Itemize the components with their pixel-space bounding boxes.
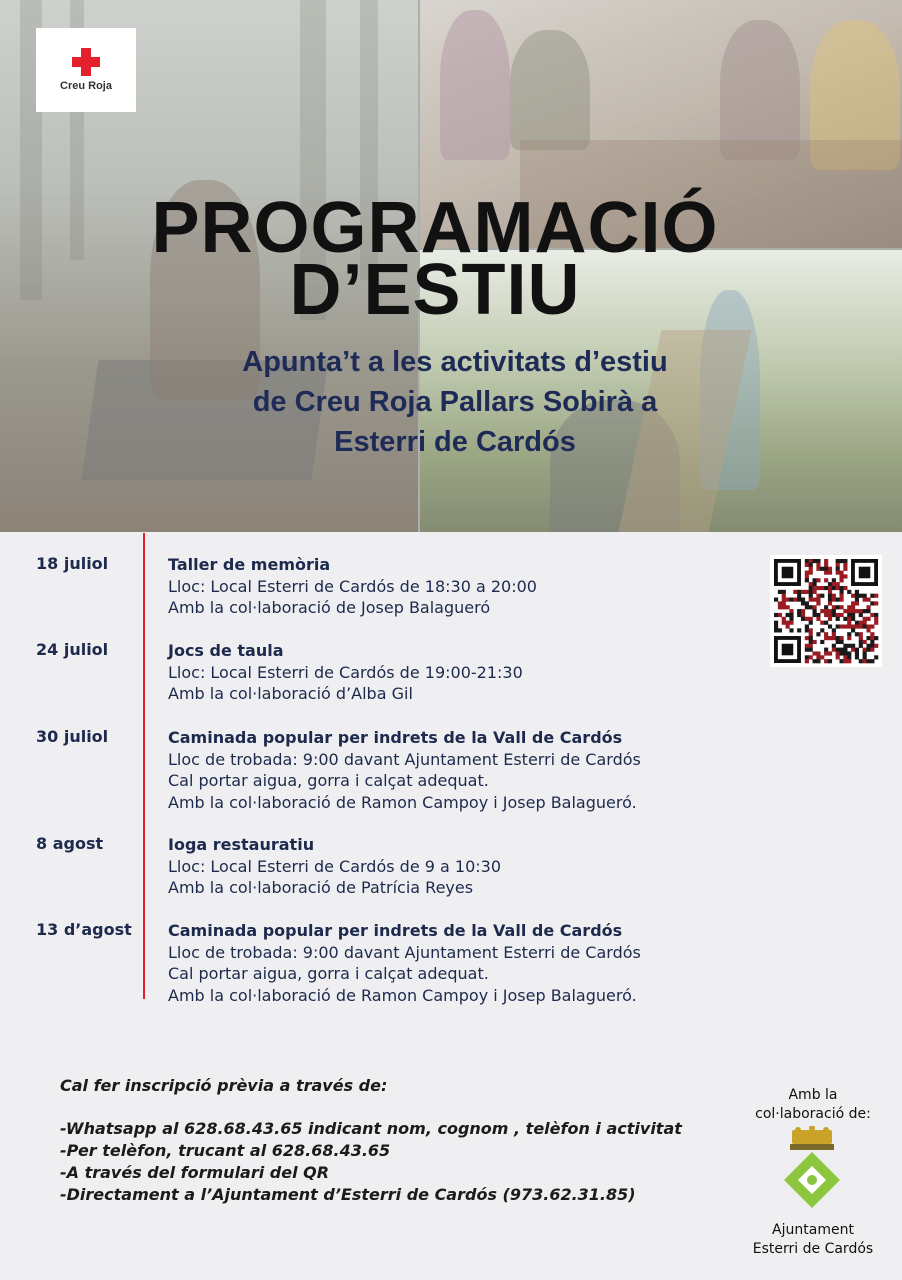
event-date: 30 juliol: [36, 727, 109, 746]
event-title: Jocs de taula: [168, 641, 284, 660]
creu-roja-logo: [36, 28, 136, 112]
event-detail: Lloc: Local Esterri de Cardós de 9 a 10:30: [168, 856, 502, 876]
timeline-divider: [143, 533, 145, 999]
event-date: 13 d’agost: [36, 920, 132, 939]
collab-label: Amb la col·laboració de:: [755, 1087, 871, 1122]
event-date: 24 juliol: [36, 640, 109, 659]
registration-heading: Cal fer inscripció prèvia a través de:: [60, 1076, 388, 1095]
event-detail: Lloc de trobada: 9:00 davant Ajuntament Esterri de Cardós: [168, 749, 641, 769]
event-detail: Cal portar aigua, gorra i calçat adequat.: [168, 964, 489, 984]
event-detail: Amb la col·laboració de Patrícia Reyes: [168, 878, 474, 898]
municipal-crest-icon: [782, 1126, 842, 1212]
event-detail: Cal portar aigua, gorra i calçat adequat.: [168, 771, 489, 791]
event-detail: Amb la col·laboració de Ramon Campoy i Josep Balagueró.: [168, 985, 637, 1005]
event-detail: Amb la col·laboració de Ramon Campoy i Josep Balagueró.: [168, 792, 637, 812]
event-title: Caminada popular per indrets de la Vall de Cardós: [168, 921, 623, 940]
registration-item: -Per telèfon, trucant al 628.68.43.65: [60, 1141, 391, 1160]
logo-text: Creu Roja: [60, 80, 112, 92]
collab-organization: Ajuntament Esterri de Cardós: [752, 1222, 874, 1257]
registration-item: -Whatsapp al 628.68.43.65 indicant nom, cognom , telèfon i activitat: [60, 1119, 682, 1138]
event-detail: Lloc de trobada: 9:00 davant Ajuntament Esterri de Cardós: [168, 942, 641, 962]
event-title: Caminada popular per indrets de la Vall de Cardós: [168, 728, 623, 747]
event-title: Ioga restauratiu: [168, 835, 315, 854]
qr-code-icon: [770, 555, 882, 667]
event-title: Taller de memòria: [168, 555, 331, 574]
event-detail: Lloc: Local Esterri de Cardós de 19:00-21:30: [168, 662, 523, 682]
page-title-line1: PROGRAMACIÓ: [151, 188, 719, 268]
registration-info: [60, 1075, 682, 1206]
event-detail: Lloc: Local Esterri de Cardós de 18:30 a 20:00: [168, 576, 537, 596]
page-title-line2: D’ESTIU: [289, 250, 581, 330]
event-detail: Amb la col·laboració de Josep Balagueró: [168, 598, 491, 618]
registration-qr-code[interactable]: [770, 555, 882, 667]
registration-item: -Directament a l’Ajuntament d’Esterri de Cardós (973.62.31.85): [60, 1185, 636, 1204]
subtitle: Apunta’t a les activitats d’estiu de Creu Roja Pallars Sobirà a Esterri de Cardós: [242, 346, 668, 458]
event-detail: Amb la col·laboració d’Alba Gil: [168, 684, 413, 704]
event-date: 8 agost: [36, 834, 104, 853]
event-date: 18 juliol: [36, 554, 109, 573]
registration-item: -A través del formulari del QR: [60, 1163, 330, 1182]
